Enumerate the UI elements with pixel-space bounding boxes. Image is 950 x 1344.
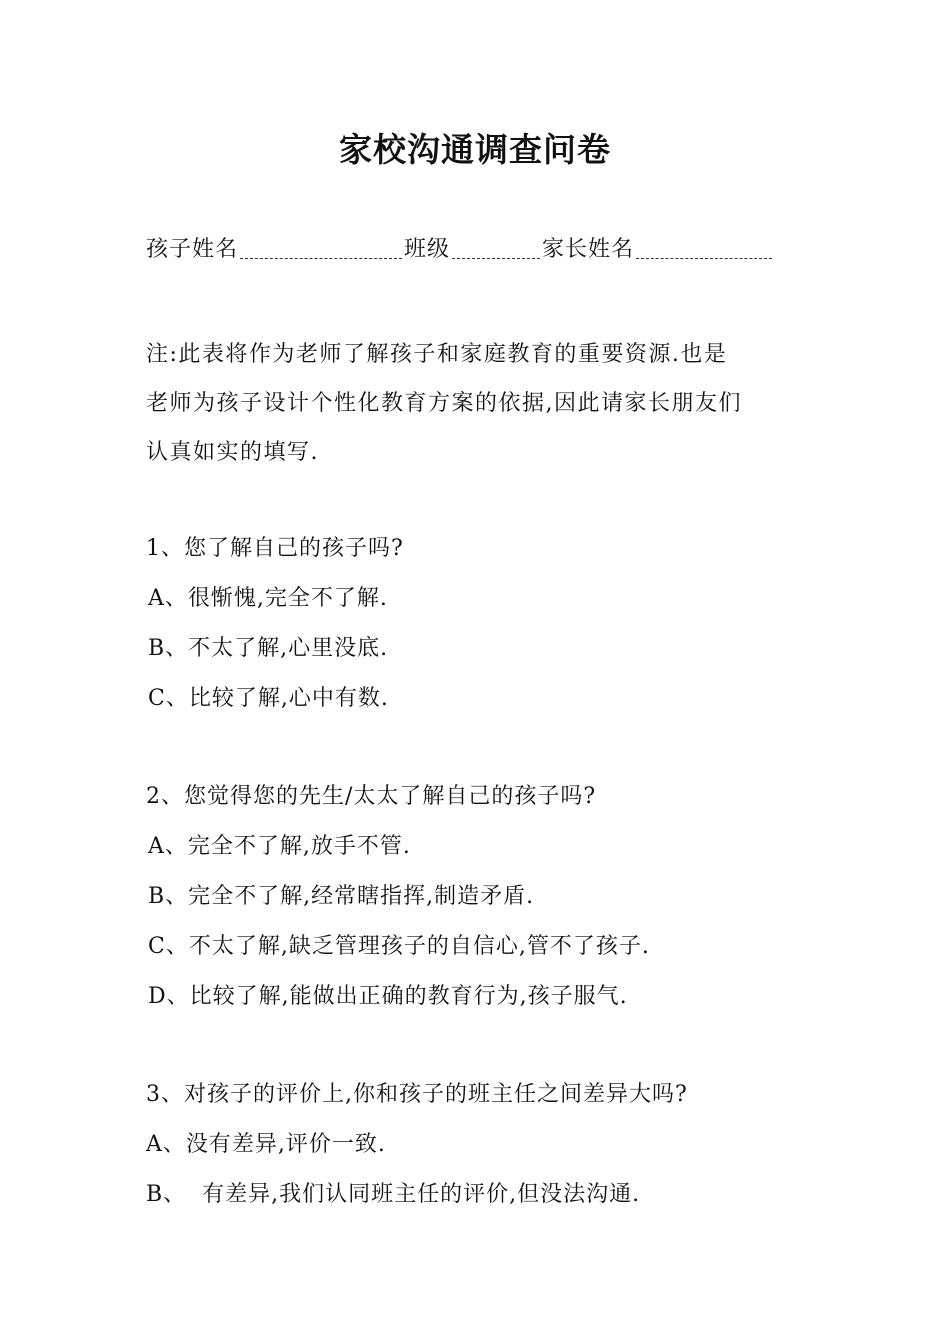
child-name-label: 孩子姓名 <box>146 237 239 262</box>
note-line: 认真如实的填写. <box>146 440 319 465</box>
question-text: 1、您了解自己的孩子吗? <box>146 536 404 561</box>
child-name-field[interactable] <box>240 238 402 259</box>
question-3 <box>146 1070 688 1220</box>
option-b[interactable]: B、 有差异,我们认同班主任的评价,但没法沟通. <box>146 1182 641 1207</box>
page-title: 家校沟通调查问卷 <box>339 130 611 169</box>
info-line <box>146 232 774 263</box>
class-field[interactable] <box>452 238 540 259</box>
note-line: 注:此表将作为老师了解孩子和家庭教育的重要资源.也是 <box>146 342 728 367</box>
option-b[interactable]: B、完全不了解,经常瞎指挥,制造矛盾. <box>148 884 535 909</box>
parent-name-label: 家长姓名 <box>542 237 635 262</box>
note-line: 老师为孩子设计个性化教育方案的依据,因此请家长朋友们 <box>146 391 742 416</box>
class-label: 班级 <box>404 237 451 262</box>
option-a[interactable]: A、很惭愧,完全不了解. <box>148 586 388 611</box>
option-c[interactable]: C、比较了解,心中有数. <box>148 686 389 711</box>
question-2 <box>146 772 650 1022</box>
note-paragraph <box>146 330 811 477</box>
parent-name-field[interactable] <box>636 238 772 259</box>
option-c[interactable]: C、不太了解,缺乏管理孩子的自信心,管不了孩子. <box>148 934 650 959</box>
question-text: 2、您觉得您的先生/太太了解自己的孩子吗? <box>146 784 597 809</box>
question-text: 3、对孩子的评价上,你和孩子的班主任之间差异大吗? <box>146 1082 688 1107</box>
option-d[interactable]: D、比较了解,能做出正确的教育行为,孩子服气. <box>148 984 628 1009</box>
question-1 <box>146 524 404 724</box>
option-a[interactable]: A、没有差异,评价一致. <box>146 1132 386 1157</box>
option-a[interactable]: A、完全不了解,放手不管. <box>148 834 411 859</box>
option-b[interactable]: B、不太了解,心里没底. <box>148 636 389 661</box>
